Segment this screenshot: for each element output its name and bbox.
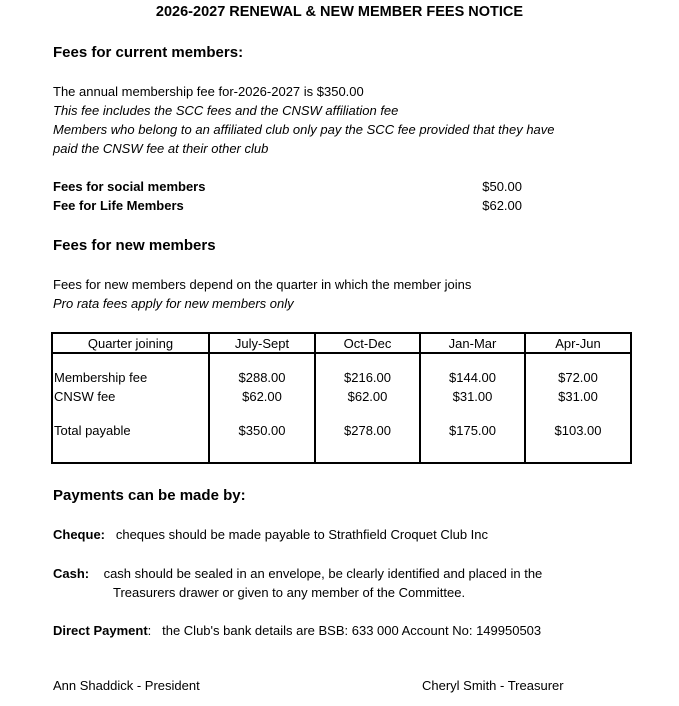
- new-members-text: Fees for new members depend on the quarter in which the member joins: [53, 277, 472, 292]
- cnsw-fee-label: CNSW fee: [54, 389, 116, 404]
- treasurer-signature: Cheryl Smith - Treasurer: [422, 678, 564, 693]
- total-value: $350.00: [238, 423, 286, 438]
- current-members-heading: Fees for current members:: [53, 44, 244, 61]
- membership-fee-value: $216.00: [344, 370, 391, 385]
- direct-payment-text: the Club's bank details are BSB: 633 000 Account No: 149950503: [162, 623, 542, 638]
- table-header: Oct-Dec: [315, 333, 420, 353]
- affiliated-club-text: Members who belong to an affiliated club only pay the SCC fee provided that they have: [53, 122, 555, 137]
- table-header: Apr-Jun: [525, 333, 631, 353]
- new-members-heading: Fees for new members: [53, 237, 216, 254]
- cash-text: cash should be sealed in an envelope, be clearly identified and placed in the: [103, 566, 543, 581]
- cnsw-fee-value: $31.00: [558, 389, 598, 404]
- life-fee-label: Fee for Life Members: [53, 198, 184, 213]
- membership-fee-value: $288.00: [238, 370, 286, 385]
- life-fee-value: $62.00: [482, 198, 522, 213]
- membership-fee-value: $72.00: [558, 370, 598, 385]
- social-fee-label: Fees for social members: [53, 179, 206, 194]
- new-member-fee-table: [51, 332, 632, 464]
- direct-payment-line: Direct Payment: the Club's bank details are BSB: 633 000 Account No: 149950503: [53, 623, 542, 638]
- cnsw-fee-value: $62.00: [242, 389, 282, 404]
- cash-label: Cash:: [53, 566, 90, 581]
- fee-includes-text: This fee includes the SCC fees and the CNSW affiliation fee: [53, 103, 399, 118]
- annual-fee-text: The annual membership fee for-2026-2027 is $350.00: [53, 84, 364, 99]
- jan-mar-cell: [420, 353, 525, 463]
- total-value: $278.00: [344, 423, 391, 438]
- membership-fee-value: $144.00: [449, 370, 496, 385]
- cheque-line: [53, 527, 488, 542]
- july-sept-cell: [209, 353, 315, 463]
- cnsw-fee-value: $31.00: [452, 389, 493, 404]
- row-labels-cell: [52, 353, 209, 463]
- total-payable-label: Total payable: [54, 423, 131, 438]
- cash-text-cont: Treasurers drawer or given to any member of the Committee.: [113, 585, 466, 600]
- payments-heading: Payments can be made by:: [53, 487, 246, 504]
- president-signature: Ann Shaddick - President: [53, 678, 200, 693]
- apr-jun-cell: [525, 353, 631, 463]
- social-fee-value: $50.00: [482, 179, 522, 194]
- table-row: [52, 353, 631, 463]
- cheque-label: Cheque:: [53, 527, 105, 542]
- direct-payment-label: Direct Payment: [53, 623, 148, 638]
- table-header-row: [52, 333, 631, 353]
- cheque-text: cheques should be made payable to Strathfield Croquet Club Inc: [115, 527, 489, 542]
- pro-rata-text: Pro rata fees apply for new members only: [53, 296, 294, 311]
- table-header: Jan-Mar: [420, 333, 525, 353]
- total-value: $103.00: [554, 423, 602, 438]
- total-value: $175.00: [449, 423, 496, 438]
- notice-title: 2026-2027 RENEWAL & NEW MEMBER FEES NOTICE: [155, 4, 524, 20]
- membership-fee-label: Membership fee: [54, 370, 148, 385]
- cnsw-fee-value: $62.00: [347, 389, 388, 404]
- cash-line: [53, 566, 542, 581]
- affiliated-club-text-cont: paid the CNSW fee at their other club: [53, 141, 269, 156]
- table-header: July-Sept: [209, 333, 315, 353]
- oct-dec-cell: [315, 353, 420, 463]
- table-header: Quarter joining: [52, 333, 209, 353]
